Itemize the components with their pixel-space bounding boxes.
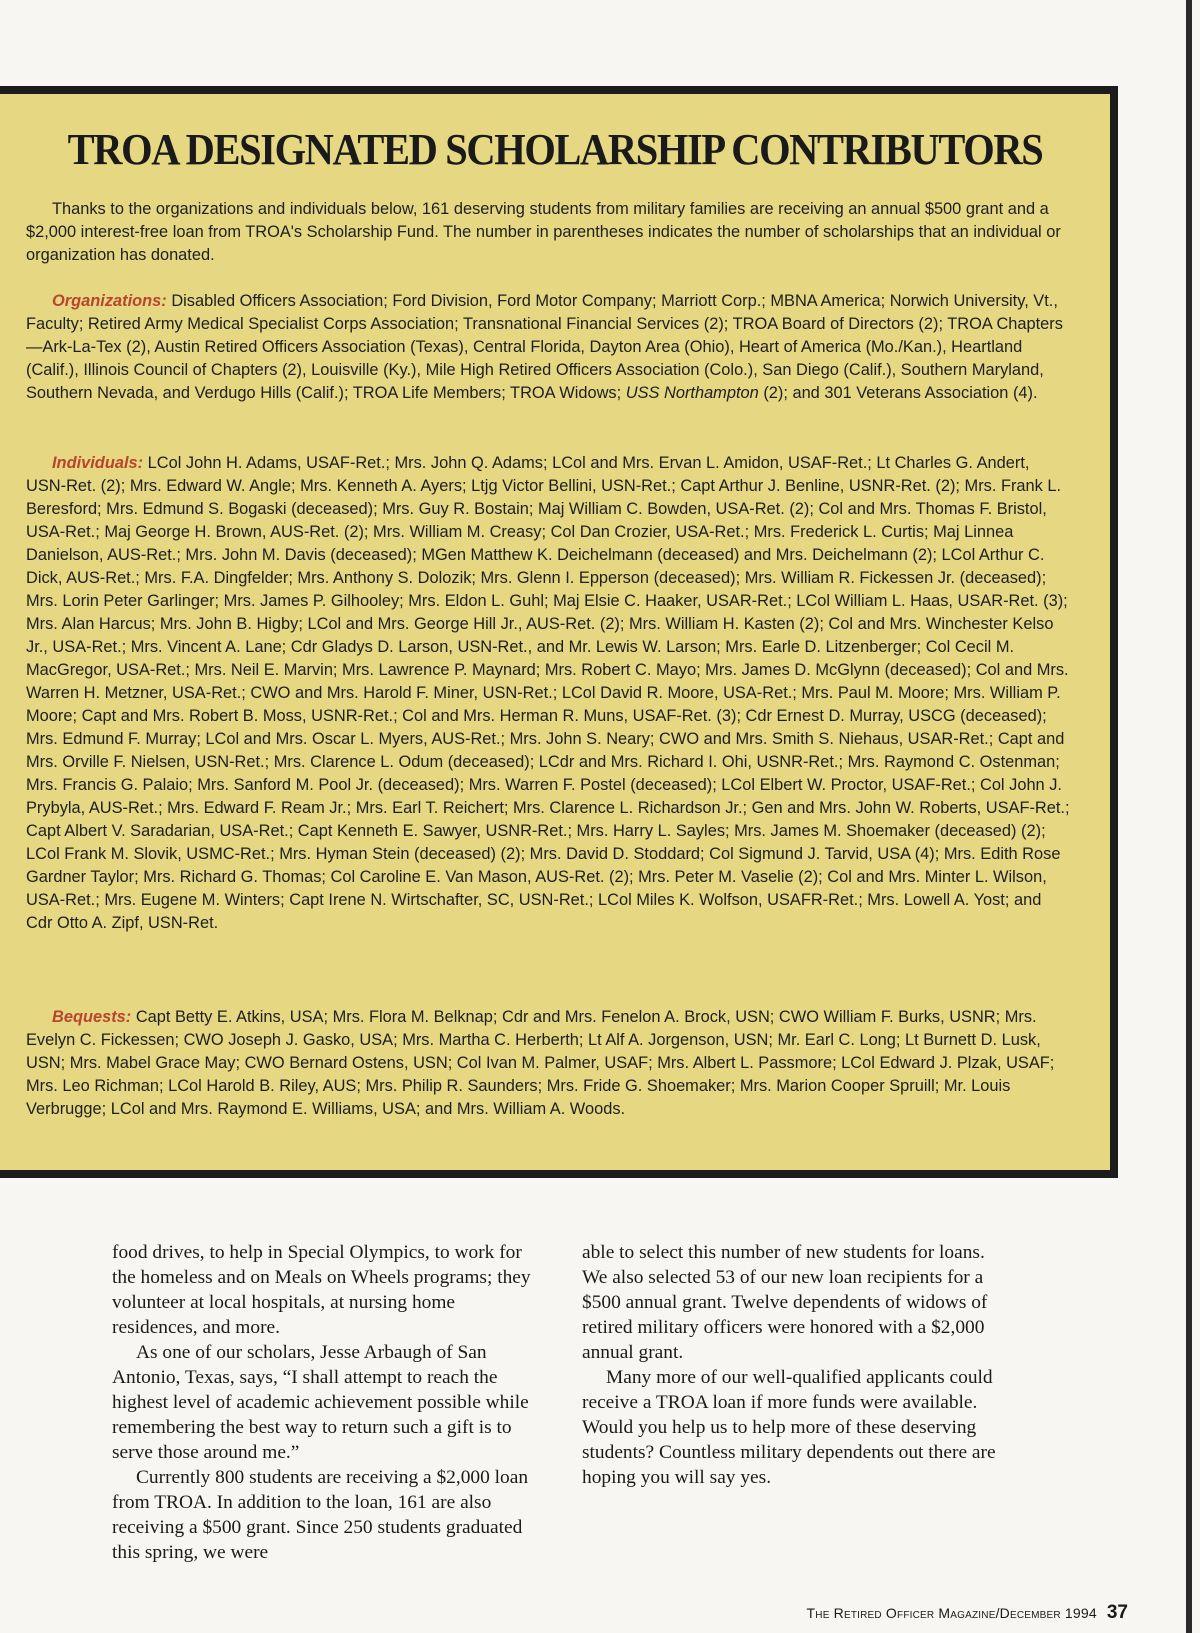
article-paragraph: able to select this number of new students for loans. We also selected 53 of our new loan recipients for a $500 annual grant. Twelve dependents of widows of retired military officers were honored with a $2,000 annual grant. bbox=[582, 1242, 988, 1363]
organizations-tail: (2); and 301 Veterans Association (4). bbox=[763, 384, 1038, 402]
organizations-paragraph bbox=[26, 290, 1071, 405]
sidebar-title: TROA DESIGNATED SCHOLARSHIP CONTRIBUTORS bbox=[67, 125, 1043, 174]
organizations-label: Organizations: bbox=[52, 292, 167, 310]
article-paragraph: food drives, to help in Special Olympics, to work for the homeless and on Meals on Wheels programs; they volunteer at local hospitals, at nursing home residences, and more. bbox=[112, 1242, 531, 1338]
page-footer bbox=[807, 1602, 1128, 1624]
individuals-text: LCol John H. Adams, USAF-Ret.; Mrs. John Q. Adams; LCol and Mrs. Ervan L. Amidon, USAF-Ret.; Lt Charles G. Andert, USN-Ret. (2); Mrs. Edward W. Angle; Mrs. Kenneth A. Ayers; Ltjg Victor Bellini, USN-Ret.; Capt Arthur J. Benline, USNR-Ret. (2); Mrs. Frank L. Beresford; Mrs. Edmund S. Bogaski (deceased); Mrs. Guy R. Bostain; Maj William C. Bowden, USA-Ret. (2); Col and Mrs. Thomas F. Bristol, USA-Ret.; Maj George H. Brown, AUS-Ret. (2); Mrs. William M. Creasy; Col Dan Crozier, USA-Ret.; Mrs. Frederick L. Curtis; Maj Linnea Danielson, AUS-Ret.; Mrs. John M. Davis (deceased); MGen Matthew K. Deichelmann (deceased) and Mrs. Deichelmann (2); LCol Arthur C. Dick, AUS-Ret.; Mrs. F.A. Dingfelder; Mrs. Anthony S. Dolozik; Mrs. Glenn I. Epperson (deceased); Mrs. William R. Fickessen Jr. (deceased); Mrs. Lorin Peter Garlinger; Mrs. James P. Gilhooley; Mrs. Eldon L. Guhl; Maj Elsie C. Haaker, USAR-Ret.; LCol William L. Haas, USAR-Ret. (3); Mrs. Alan Harcus; Mrs. John B. Higby; LCol and Mrs. George Hill Jr., AUS-Ret. (2); Mrs. William H. Kasten (2); Col and Mrs. Winchester Kelso Jr., USA-Ret.; Mrs. Vincent A. Lane; Cdr Gladys D. Larson, USN-Ret., and Mr. Lewis W. Larson; Mrs. Earle D. Litzenberger; Col Cecil M. MacGregor, USA-Ret.; Mrs. Neil E. Marvin; Mrs. Lawrence P. Maynard; Mrs. Robert C. Mayo; Mrs. James D. McGlynn (deceased); Col and Mrs. Warren H. Metzner, USA-Ret.; CWO and Mrs. Harold F. Miner, USN-Ret.; LCol David R. Moore, USA-Ret.; Mrs. Paul M. Moore; Mrs. William P. Moore; Capt and Mrs. Robert B. Moss, USNR-Ret.; Col and Mrs. Herman R. Muns, USAF-Ret. (3); Cdr Ernest D. Murray, USCG (deceased); Mrs. Edmund F. Murray; LCol and Mrs. Oscar L. Myers, AUS-Ret.; Mrs. John S. Neary; CWO and Mrs. Smith S. Niehaus, USAR-Ret.; Capt and Mrs. Orville F. Nielsen, USN-Ret.; Mrs. Clarence L. Odum (deceased); LCdr and Mrs. Richard I. Ohi, USNR-Ret.; Mrs. Raymond C. Ostenman; Mrs. Francis G. Palaio; Mrs. Sanford M. Pool Jr. (deceased); Mrs. Warren F. Postel (deceased); LCol Elbert W. Proctor, USAF-Ret.; Col John J. Prybyla, AUS-Ret.; Mrs. Edward F. Ream Jr.; Mrs. Earl T. Reichert; Mrs. Clarence L. Richardson Jr.; Gen and Mrs. John W. Roberts, USAF-Ret.; Capt Albert V. Saradarian, USA-Ret.; Capt Kenneth E. Sawyer, USNR-Ret.; Mrs. Harry L. Sayles; Mrs. James M. Shoemaker (deceased) (2); LCol Frank M. Slovik, USMC-Ret.; Mrs. Hyman Stein (deceased) (2); Mrs. David D. Stoddard; Col Sigmund J. Tarvid, USA (4); Mrs. Edith Rose Gardner Taylor; Mrs. Richard G. Thomas; Col Caroline E. Van Mason, AUS-Ret. (2); Mrs. Peter M. Vaselie (2); Col and Mrs. Minter L. Wilson, USA-Ret.; Mrs. Eugene M. Winters; Capt Irene N. Wirtschafter, SC, USN-Ret.; LCol Miles K. Wolfson, USAFR-Ret.; Mrs. Lowell A. Yost; and Cdr Otto A. Zipf, USN-Ret. bbox=[26, 454, 1070, 932]
article-column-left bbox=[112, 1240, 544, 1565]
article-paragraph: Currently 800 students are receiving a $2,000 loan from TROA. In addition to the loan, 161 are also receiving a $500 grant. Since 250 students graduated this spring, we were bbox=[112, 1467, 529, 1563]
organizations-ship-name: USS Northampton bbox=[625, 384, 759, 402]
individuals-label: Individuals: bbox=[52, 454, 144, 472]
organizations-text: Disabled Officers Association; Ford Division, Ford Motor Company; Marriott Corp.; MBNA America; Norwich University, Vt., Faculty; Retired Army Medical Specialist Corps Association; Transnational Financial Services (2); TROA Board of Directors (2); TROA Chapters—Ark-La-Tex (2), Austin Retired Officers Association (Texas), Central Florida, Dayton Area (Ohio), Heart of America (Mo./Kan.), Heartland (Calif.), Illinois Council of Chapters (2), Louisville (Ky.), Mile High Retired Officers Association (Colo.), San Diego (Calif.), Southern Maryland, Southern Nevada, and Verdugo Hills (Calif.); TROA Life Members; TROA Widows; bbox=[26, 292, 1063, 402]
page-edge-shadow bbox=[1186, 0, 1192, 1633]
bequests-label: Bequests: bbox=[52, 1008, 132, 1026]
bequests-text: Capt Betty E. Atkins, USA; Mrs. Flora M. Belknap; Cdr and Mrs. Fenelon A. Brock, USN; CWO William F. Burks, USNR; Mrs. Evelyn C. Fickessen; CWO Joseph J. Gasko, USA; Mrs. Martha C. Herberth; Lt Alf A. Jorgenson, USN; Mr. Earl C. Long; Lt Burnett D. Lusk, USN; Mrs. Mabel Grace May; CWO Bernard Ostens, USN; Col Ivan M. Palmer, USAF; Mrs. Albert L. Passmore; LCol Edward J. Plzak, USAF; Mrs. Leo Richman; LCol Harold B. Riley, AUS; Mrs. Philip R. Saunders; Mrs. Fride G. Shoemaker; Mrs. Marion Cooper Spruill; Mr. Louis Verbrugge; LCol and Mrs. Raymond E. Williams, USA; and Mrs. William A. Woods. bbox=[26, 1008, 1055, 1118]
article-paragraph: Many more of our well-qualified applicants could receive a TROA loan if more funds were available. Would you help us to help more of these deserving students? Countless military dependents out there are hoping you will say yes. bbox=[582, 1367, 996, 1488]
publication-name: The Retired Officer Magazine/December 1994 bbox=[806, 1605, 1097, 1621]
bequests-paragraph bbox=[26, 1006, 1071, 1121]
article-paragraph: As one of our scholars, Jesse Arbaugh of San Antonio, Texas, says, “I shall attempt to reach the highest level of academic achievement possible while remembering the best way to return such a gift is to serve those around me.” bbox=[112, 1342, 529, 1463]
sidebar-intro: Thanks to the organizations and individuals below, 161 deserving students from military families are receiving an annual $500 grant and a $2,000 interest-free loan from TROA's Scholarship Fund. The number in parentheses indicates the number of scholarships that an individual or organization has donated. bbox=[26, 200, 1061, 264]
contributors-sidebar bbox=[0, 86, 1118, 1178]
article-column-right bbox=[582, 1240, 1014, 1490]
page-number: 37 bbox=[1106, 1602, 1128, 1623]
individuals-paragraph bbox=[26, 452, 1071, 935]
